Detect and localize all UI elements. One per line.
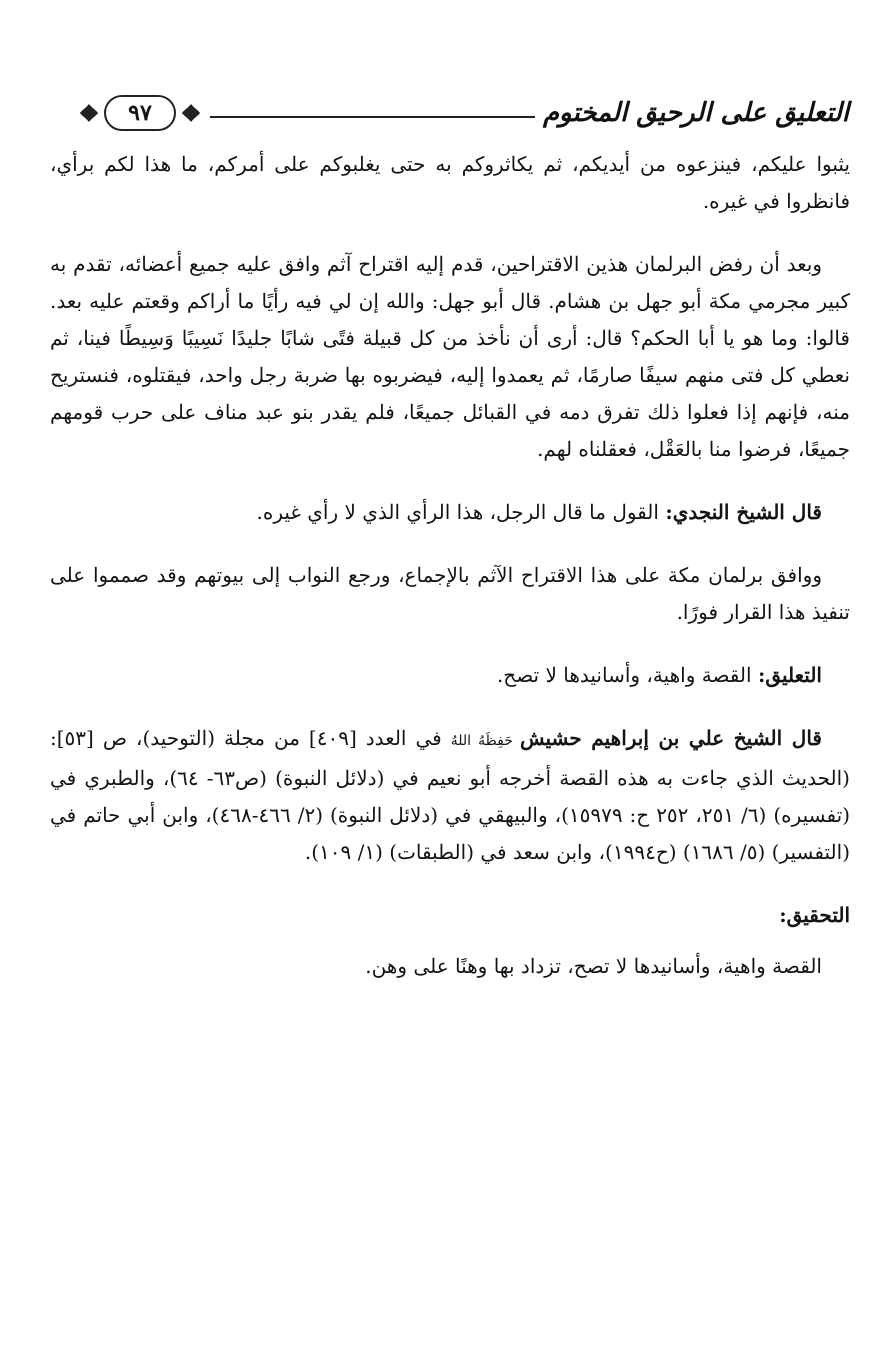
- paragraph-commentary: [50, 657, 850, 694]
- paragraph-continuation: يثبوا عليكم، فينزعوه من أيديكم، ثم يكاثروكم به حتى يغلبوكم على أمركم، ما هذا لكم برأي، فانظروا في غيره.: [50, 152, 850, 213]
- paragraph-verification-text: القصة واهية، وأسانيدها لا تصح، تزداد بها وهنًا على وهن.: [365, 954, 822, 978]
- ornament-right-icon: [180, 102, 202, 124]
- commentary-text: القصة واهية، وأسانيدها لا تصح.: [496, 663, 758, 687]
- body-text: [50, 146, 850, 1011]
- page-number-ornament: [78, 95, 202, 131]
- commentary-label: التعليق:: [757, 663, 822, 687]
- citation-honorific: حَفِظَهُ اللهُ: [450, 733, 520, 749]
- citation-text: في العدد [٤٠٩] من مجلة (التوحيد)، ص [٥٣]: (الحديث الذي جاءت به هذه القصة أخرجه أبو نعيم في (دلائل النبوة) (ص٦٣- ٦٤)، والطبري في (تفسيره) (٦/ ٢٥١، ٢٥٢ ح: ١٥٩٧٩)، والبيهقي في (دلائل النبوة) (٢/ ٤٦٦-٤٦٨)، وابن أبي حاتم في (التفسير) (٥/ ١٦٨٦) (ح١٩٩٤)، وابن سعد في (الطبقات) (١/ ١٠٩).: [50, 726, 850, 864]
- najdi-sheikh-label: قال الشيخ النجدي:: [665, 500, 822, 524]
- page-number: ٩٧: [104, 95, 176, 131]
- paragraph-parliament-agreement: ووافق برلمان مكة على هذا الاقتراح الآثم بالإجماع، ورجع النواب إلى بيوتهم وقد صمموا على تنفيذ هذا القرار فورًا.: [50, 563, 850, 624]
- verification-label: التحقيق:: [779, 903, 850, 927]
- najdi-sheikh-text: القول ما قال الرجل، هذا الرأي الذي لا رأي غيره.: [256, 500, 666, 524]
- ornament-left-icon: [78, 102, 100, 124]
- header-rule: [210, 116, 535, 118]
- citation-author: قال الشيخ علي بن إبراهيم حشيش: [519, 726, 822, 750]
- paragraph-najdi-sheikh: [50, 494, 850, 531]
- running-header: [78, 92, 849, 134]
- paragraph-verification-heading: [50, 897, 850, 934]
- paragraph-citation: [50, 720, 850, 871]
- paragraph-abu-jahl-proposal: وبعد أن رفض البرلمان هذين الاقتراحين، قدم إليه اقتراح آثم وافق عليه جميع أعضائه، تقدم به كبير مجرمي مكة أبو جهل بن هشام. قال أبو جهل: والله إن لي فيه رأيًا ما أراكم وقعتم عليه بعد. قالوا: وما هو يا أبا الحكم؟ قال: أرى أن نأخذ من كل قبيلة فتًى شابًا جليدًا نَسِيبًا وَسِيطًا فينا، ثم نعطي كل فتى منهم سيفًا صارمًا، ثم يعمدوا إليه، فيضربوه بها ضربة رجل واحد، فيقتلوه، فنستريح منه، فإنهم إذا فعلوا ذلك تفرق دمه في القبائل جميعًا، فلم يقدر بنو عبد مناف على حرب قومهم جميعًا، فرضوا منا بالعَقْل، فعقلناه لهم.: [50, 252, 850, 461]
- book-title: التعليق على الرحيق المختوم: [542, 98, 849, 128]
